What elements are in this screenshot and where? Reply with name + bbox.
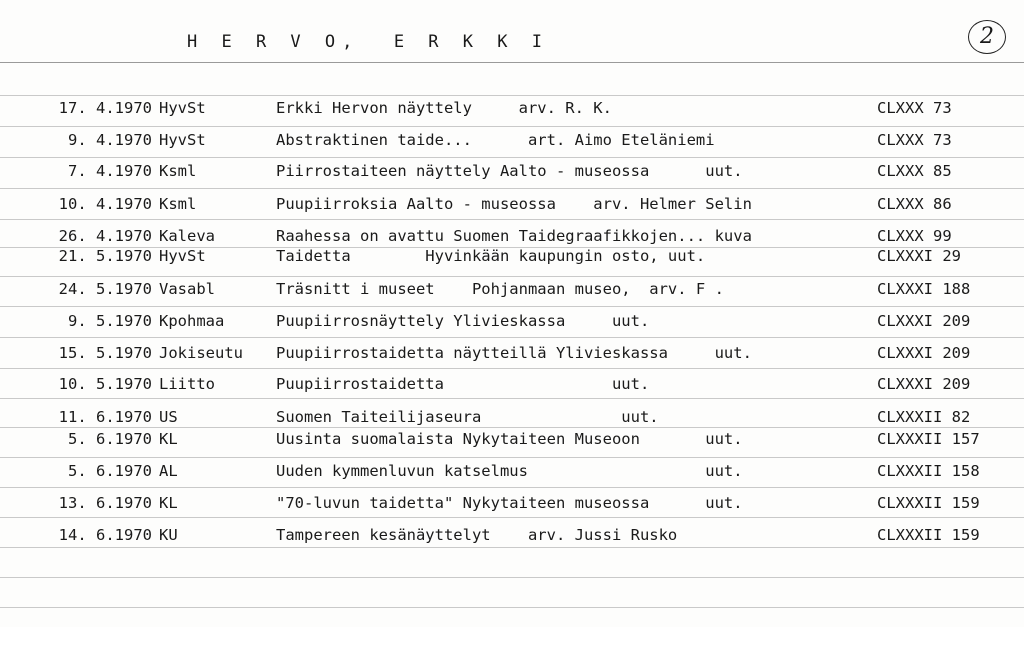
entry-source: Ksml bbox=[159, 162, 197, 180]
entry-date: 13. 6.1970 bbox=[58, 494, 152, 512]
list-item bbox=[0, 160, 1024, 182]
entry-reference: CLXXX 86 bbox=[877, 195, 952, 213]
ruled-line bbox=[0, 547, 1024, 548]
entry-title: Piirrostaiteen näyttely Aalto - museossa uut. bbox=[276, 162, 743, 180]
entry-source: KL bbox=[159, 494, 178, 512]
list-item bbox=[0, 524, 1024, 546]
ruled-line bbox=[0, 607, 1024, 608]
list-item bbox=[0, 129, 1024, 151]
entry-source: US bbox=[159, 408, 178, 426]
entry-title: Uusinta suomalaista Nykytaiteen Museoon uut. bbox=[276, 430, 743, 448]
list-item bbox=[0, 193, 1024, 215]
list-item bbox=[0, 278, 1024, 300]
entry-date: 7. 4.1970 bbox=[68, 162, 152, 180]
ruled-line bbox=[0, 577, 1024, 578]
entry-reference: CLXXX 73 bbox=[877, 99, 952, 117]
entry-date: 14. 6.1970 bbox=[58, 526, 152, 544]
entry-date: 21. 5.1970 bbox=[58, 247, 152, 265]
entry-title: Tampereen kesänäyttelyt arv. Jussi Rusko bbox=[276, 526, 678, 544]
entry-date: 15. 5.1970 bbox=[58, 344, 152, 362]
entry-reference: CLXXXI 209 bbox=[877, 375, 971, 393]
list-item bbox=[0, 97, 1024, 119]
entry-source: KU bbox=[159, 526, 178, 544]
entry-reference: CLXXXII 159 bbox=[877, 526, 980, 544]
entry-date: 9. 5.1970 bbox=[68, 312, 152, 330]
entry-reference: CLXXX 73 bbox=[877, 131, 952, 149]
ruled-line bbox=[0, 188, 1024, 189]
ruled-line bbox=[0, 487, 1024, 488]
entry-title: Raahessa on avattu Suomen Taidegraafikkojen... kuva bbox=[276, 227, 752, 245]
ruled-line bbox=[0, 368, 1024, 369]
list-item bbox=[0, 225, 1024, 247]
entry-reference: CLXXXI 29 bbox=[877, 247, 961, 265]
entry-title: "70-luvun taidetta" Nykytaiteen museossa uut. bbox=[276, 494, 743, 512]
entry-reference: CLXXXII 157 bbox=[877, 430, 980, 448]
ruled-line bbox=[0, 126, 1024, 127]
ruled-line bbox=[0, 219, 1024, 220]
entry-reference: CLXXXII 159 bbox=[877, 494, 980, 512]
ruled-line bbox=[0, 276, 1024, 277]
entry-title: Puupiirrosnäyttely Ylivieskassa uut. bbox=[276, 312, 650, 330]
list-item bbox=[0, 460, 1024, 482]
entry-reference: CLXXX 85 bbox=[877, 162, 952, 180]
entry-reference: CLXXX 99 bbox=[877, 227, 952, 245]
entry-date: 11. 6.1970 bbox=[58, 408, 152, 426]
ruled-line bbox=[0, 517, 1024, 518]
ruled-line bbox=[0, 398, 1024, 399]
ruled-line bbox=[0, 457, 1024, 458]
entry-date: 10. 5.1970 bbox=[58, 375, 152, 393]
entry-reference: CLXXXI 188 bbox=[877, 280, 971, 298]
ruled-line bbox=[0, 157, 1024, 158]
list-item bbox=[0, 492, 1024, 514]
entry-title: Puupiirrostaidetta uut. bbox=[276, 375, 650, 393]
list-item bbox=[0, 342, 1024, 364]
entry-source: Jokiseutu bbox=[159, 344, 243, 362]
entry-source: KL bbox=[159, 430, 178, 448]
entry-date: 24. 5.1970 bbox=[58, 280, 152, 298]
list-item bbox=[0, 373, 1024, 395]
entry-title: Abstraktinen taide... art. Aimo Eteläniemi bbox=[276, 131, 715, 149]
list-item bbox=[0, 245, 1024, 267]
entry-date: 10. 4.1970 bbox=[58, 195, 152, 213]
list-item bbox=[0, 428, 1024, 450]
entry-reference: CLXXXI 209 bbox=[877, 312, 971, 330]
entry-title: Suomen Taiteilijaseura uut. bbox=[276, 408, 659, 426]
entry-title: Erkki Hervon näyttely arv. R. K. bbox=[276, 99, 612, 117]
card-heading: H E R V O, E R K K I bbox=[187, 32, 549, 52]
entry-title: Puupiirroksia Aalto - museossa arv. Helmer Selin bbox=[276, 195, 752, 213]
entry-source: Kpohmaa bbox=[159, 312, 225, 330]
entry-date: 9. 4.1970 bbox=[68, 131, 152, 149]
entry-source: HyvSt bbox=[159, 99, 206, 117]
ruled-line bbox=[0, 95, 1024, 96]
entry-title: Uuden kymmenluvun katselmus uut. bbox=[276, 462, 743, 480]
entry-date: 26. 4.1970 bbox=[58, 227, 152, 245]
list-item bbox=[0, 406, 1024, 428]
card-number-circle: 2 bbox=[968, 20, 1006, 54]
entry-date: 5. 6.1970 bbox=[68, 430, 152, 448]
entry-source: Ksml bbox=[159, 195, 197, 213]
ruled-line bbox=[0, 306, 1024, 307]
entry-title: Puupiirrostaidetta näytteillä Ylivieskassa uut. bbox=[276, 344, 752, 362]
entry-reference: CLXXXII 158 bbox=[877, 462, 980, 480]
entry-date: 17. 4.1970 bbox=[58, 99, 152, 117]
ruled-line bbox=[0, 337, 1024, 338]
entry-source: Vasabl bbox=[159, 280, 215, 298]
entry-source: AL bbox=[159, 462, 178, 480]
entry-reference: CLXXXII 82 bbox=[877, 408, 971, 426]
entry-title: Taidetta Hyvinkään kaupungin osto, uut. bbox=[276, 247, 706, 265]
entry-date: 5. 6.1970 bbox=[68, 462, 152, 480]
entry-source: Liitto bbox=[159, 375, 215, 393]
header-rule bbox=[0, 62, 1024, 63]
entry-reference: CLXXXI 209 bbox=[877, 344, 971, 362]
entry-source: HyvSt bbox=[159, 247, 206, 265]
list-item bbox=[0, 310, 1024, 332]
entry-title: Träsnitt i museet Pohjanmaan museo, arv. F . bbox=[276, 280, 724, 298]
entry-source: HyvSt bbox=[159, 131, 206, 149]
entry-source: Kaleva bbox=[159, 227, 215, 245]
